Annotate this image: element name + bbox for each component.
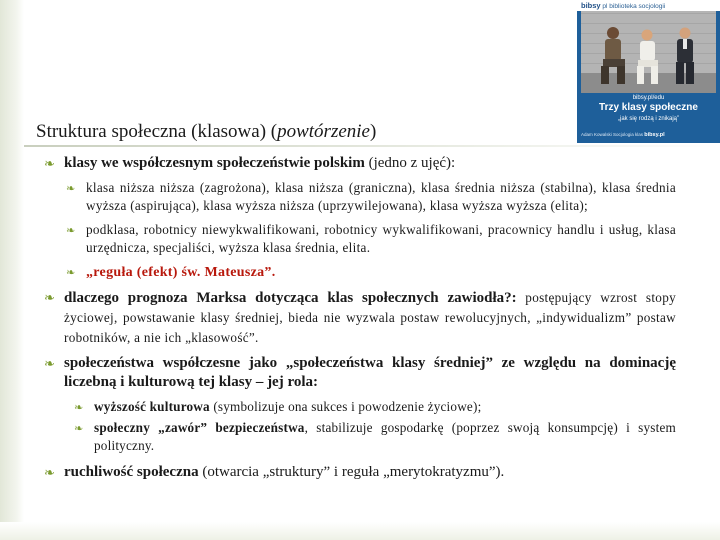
leaf-bullet-icon: ❧ (74, 422, 84, 435)
leaf-bullet-icon: ❧ (44, 157, 55, 172)
bottom-decor-band (0, 522, 720, 540)
leaf-bullet-icon: ❧ (66, 266, 76, 279)
book-subtitle: „jak się rodzą i znikają” (617, 116, 680, 122)
point-classes-poland: ❧ klasy we współczesnym społeczeństwie polskim (jedno z ujęć): (44, 155, 456, 172)
point-middle-class-societies: ❧ społeczeństwa współczesne jako „społeczeństwa klasy średniej” ze względu na dominację liczebną i kulturową tej klasy – jej rola: (44, 355, 676, 390)
leaf-bullet-icon: ❧ (66, 182, 76, 195)
book-label: bibsy.pl/edu (632, 95, 665, 101)
point-marx-prognosis: ❧ dlaczego prognoza Marksa dotycząca klas społecznych zawiodła?: postępujący wzrost stopy życiowej, powstawanie klasy średniej, bieda nie wyzwala postaw rewolucyjnych, „indywidualizm” postaw robotników, a nie ich „klasowość”. (44, 290, 676, 345)
book-cover-image (577, 0, 720, 143)
leaf-bullet-icon: ❧ (44, 291, 55, 306)
three-men-illustration (581, 11, 716, 93)
book-footer: Adam Kowalski Socjologia klas bibsy.pl (581, 132, 665, 138)
leaf-bullet-icon: ❧ (44, 357, 55, 372)
point-social-mobility: ❧ ruchliwość społeczna (otwarcia „struktury” i reguła „merytokratyzmu”). (44, 464, 505, 481)
leaf-bullet-icon: ❧ (44, 466, 55, 481)
leaf-bullet-icon: ❧ (66, 224, 76, 237)
book-title: Trzy klasy społeczne (599, 102, 698, 113)
slide-content (44, 154, 676, 488)
leaf-bullet-icon: ❧ (74, 401, 84, 414)
book-brand: bibsy pl biblioteka socjologii (577, 0, 720, 11)
title-divider (24, 145, 720, 147)
book-photo (581, 11, 716, 93)
subpoint-cultural-superiority: ❧ wyższość kulturowa (symbolizuje ona sukces i powodzenie życiowe); (74, 398, 676, 416)
subpoint-class-list-1: ❧ klasa niższa niższa (zagrożona), klasa niższa (graniczna), klasa średnia niższa (stabilna), klasa średnia wyższa (aspirująca), klasa wyższa niższa (uprzywilejowana), klasa wyższa wyższa (elita); (66, 180, 676, 213)
slide-title: Struktura społeczna (klasowa) (powtórzenie) (36, 121, 377, 142)
subpoint-class-list-2: ❧ podklasa, robotnicy niewykwalifikowani, robotnicy wykwalifikowani, pracownicy handlu i usług, klasa urzędnicza, specjaliści, wyższa klasa średnia, elita. (66, 222, 676, 255)
left-decor-band (0, 0, 24, 540)
subpoint-matthew-effect: ❧ „reguła (efekt) św. Mateusza”. (66, 265, 276, 280)
subpoint-safety-valve: ❧ społeczny „zawór” bezpieczeństwa, stabilizuje gospodarkę (poprzez swoją konsumpcję) i system polityczny. (74, 420, 676, 453)
